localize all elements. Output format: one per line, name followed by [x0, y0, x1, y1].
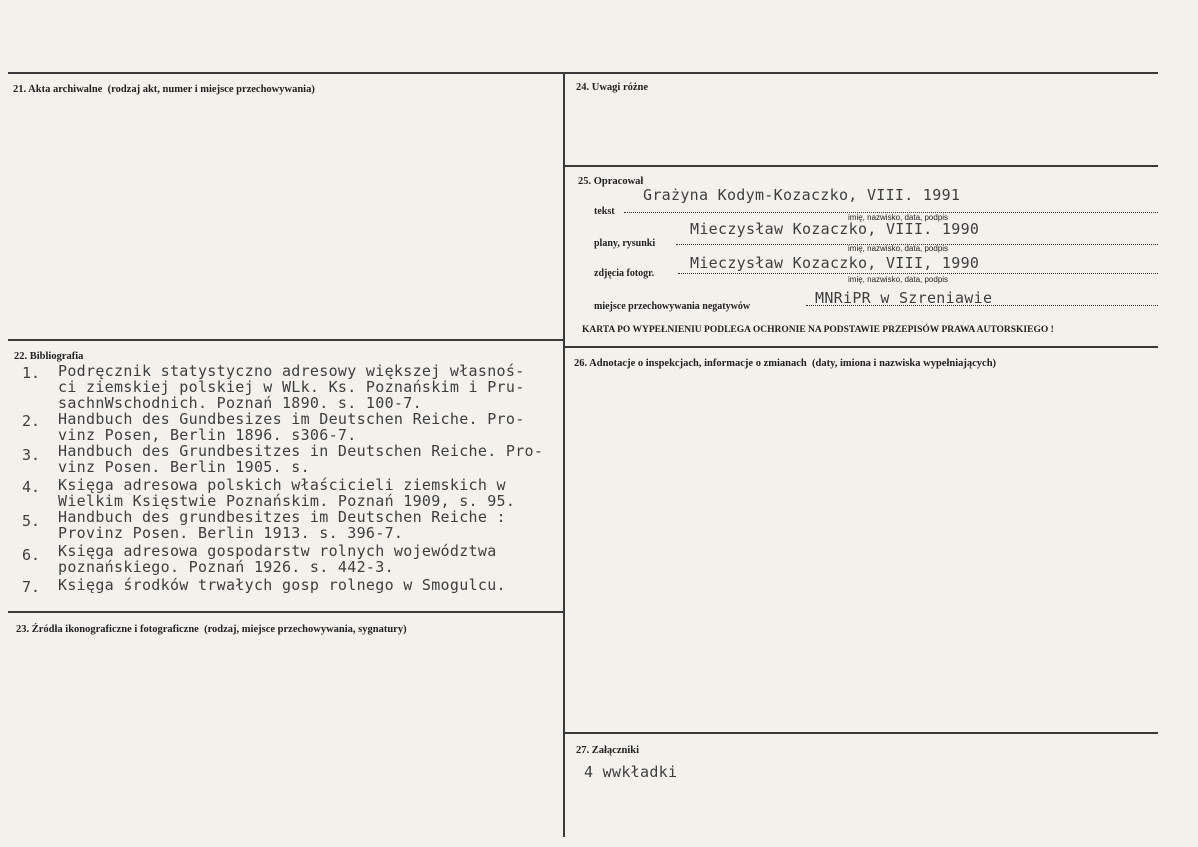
bib-item-1-line-3: sachnWschodnich. Poznań 1890. s. 100-7. — [58, 394, 422, 412]
attachments-value: 4 wwkładki — [584, 763, 678, 781]
top-rule — [8, 72, 1158, 74]
left-column-divider — [563, 72, 565, 837]
plany-caption: imię, nazwisko, data, podpis — [848, 244, 949, 253]
section-25-label: 25. Opracował — [578, 176, 644, 187]
section-26-label: 26. Adnotacje o inspekcjach, informacje o zmianach (daty, imiona i nazwiska wypełniających) — [574, 358, 997, 369]
section-21-label: 21. Akta archiwalne (rodzaj akt, numer i miejsce przechowywania) — [13, 84, 315, 95]
bib-item-5-line-2: Provinz Posen. Berlin 1913. s. 396-7. — [58, 524, 404, 542]
plany-value: Mieczysław Kozaczko, VIII. 1990 — [690, 220, 980, 238]
rule-26-27 — [563, 732, 1158, 734]
tekst-value: Grażyna Kodym-Kozaczko, VIII. 1991 — [643, 186, 961, 204]
bib-item-2-number: 2. — [22, 412, 41, 430]
bib-item-7-number: 7. — [22, 578, 41, 596]
zdjecia-dotted-line — [678, 273, 1158, 274]
rule-24-25 — [563, 165, 1158, 167]
section-23-label: 23. Źródła ikonograficzne i fotograficzne (rodzaj, miejsce przechowywania, sygnatury) — [16, 624, 407, 635]
bib-item-3-number: 3. — [22, 446, 41, 464]
bib-item-2-line-1: Handbuch des Gundbesizes im Deutschen Reiche. Pro- — [58, 410, 525, 428]
section-27-label: 27. Załączniki — [576, 745, 640, 756]
bib-item-3-line-2: vinz Posen. Berlin 1905. s. — [58, 458, 310, 476]
bib-item-6-line-1: Księga adresowa gospodarstw rolnych województwa — [58, 542, 497, 560]
tekst-label: tekst — [594, 206, 615, 217]
zdjecia-label: zdjęcia fotogr. — [594, 268, 655, 279]
bib-item-4-line-1: Księga adresowa polskich właścicieli ziemskich w — [58, 476, 506, 494]
rule-21-22 — [8, 339, 565, 341]
section-24-label: 24. Uwagi różne — [576, 82, 649, 93]
tekst-caption: imię, nazwisko, data, podpis — [848, 213, 949, 222]
plany-label: plany, rysunki — [594, 238, 656, 249]
zdjecia-caption: imię, nazwisko, data, podpis — [848, 275, 949, 284]
rule-25-26 — [563, 346, 1158, 348]
rule-22-23 — [8, 611, 565, 613]
negatywy-value: MNRiPR w Szreniawie — [815, 289, 993, 307]
bib-item-6-line-2: poznańskiego. Poznań 1926. s. 442-3. — [58, 558, 394, 576]
negatywy-label: miejsce przechowywania negatywów — [594, 301, 751, 312]
copyright-notice: KARTA PO WYPEŁNIENIU PODLEGA OCHRONIE NA PODSTAWIE PRZEPISÓW PRAWA AUTORSKIEGO ! — [582, 325, 1054, 335]
bib-item-1-line-1: Podręcznik statystyczno adresowy większej własnoś- — [58, 362, 525, 380]
bib-item-1-line-2: ci ziemskiej polskiej w WLk. Ks. Poznańskim i Pru- — [58, 378, 525, 396]
bib-item-7-line-1: Księga środków trwałych gosp rolnego w Smogulcu. — [58, 576, 506, 594]
bib-item-6-number: 6. — [22, 546, 41, 564]
section-22-label: 22. Bibliografia — [14, 351, 84, 362]
bib-item-4-line-2: Wielkim Księstwie Poznańskim. Poznań 1909, s. 95. — [58, 492, 516, 510]
bib-item-2-line-2: vinz Posen, Berlin 1896. s306-7. — [58, 426, 357, 444]
bib-item-3-line-1: Handbuch des Grundbesitzes in Deutschen Reiche. Pro- — [58, 442, 544, 460]
bib-item-5-number: 5. — [22, 512, 41, 530]
bib-item-5-line-1: Handbuch des grundbesitzes im Deutschen Reiche : — [58, 508, 506, 526]
zdjecia-value: Mieczysław Kozaczko, VIII, 1990 — [690, 254, 980, 272]
bib-item-4-number: 4. — [22, 478, 41, 496]
bib-item-1-number: 1. — [22, 364, 41, 382]
